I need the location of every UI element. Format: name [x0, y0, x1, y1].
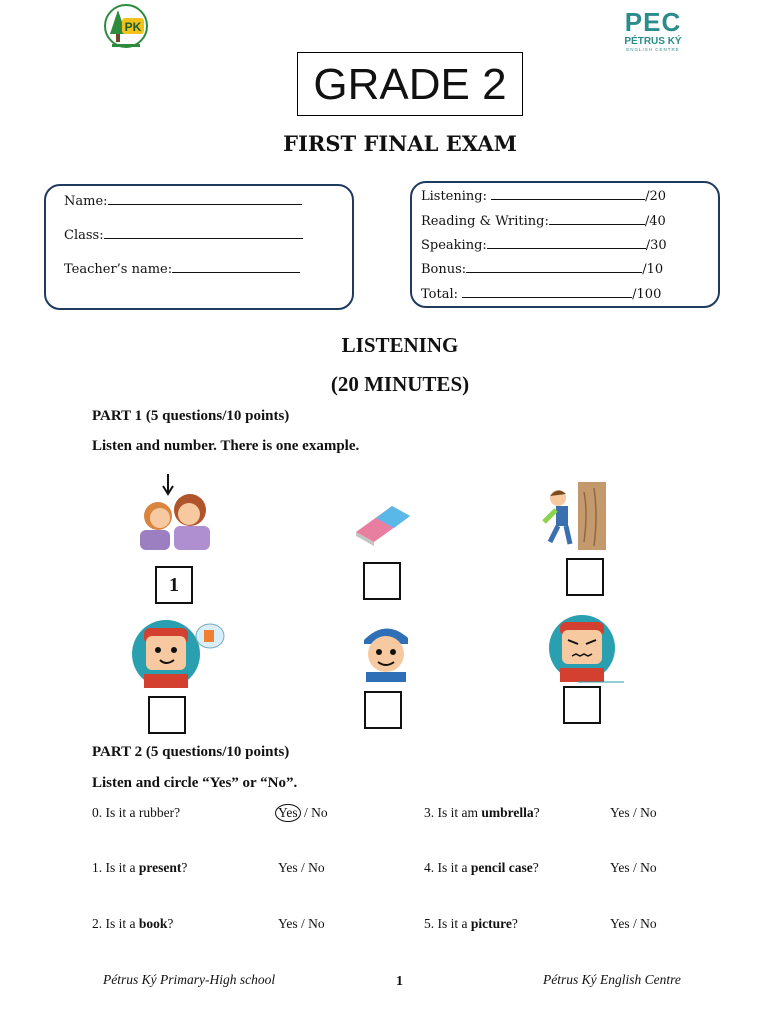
name-field[interactable]: [64, 193, 302, 209]
score-label: Bonus:: [421, 262, 467, 277]
girls-picture: [134, 470, 214, 550]
angry-boy-picture: [548, 614, 626, 684]
answer-4[interactable]: Yes / No: [610, 860, 657, 875]
score-max: /10: [642, 262, 664, 277]
number-box-2[interactable]: [363, 562, 401, 600]
listening-title: LISTENING: [341, 333, 459, 357]
pec-brand: PEC: [624, 7, 682, 37]
number-box-4[interactable]: [148, 696, 186, 734]
score-speaking[interactable]: [421, 237, 667, 253]
page-number: 1: [396, 974, 403, 989]
teacher-label: Teacher’s name:: [64, 262, 173, 277]
answer-5[interactable]: Yes / No: [610, 916, 657, 931]
pec-name: PÉTRUS KÝ: [624, 36, 682, 47]
number-box-6[interactable]: [563, 686, 601, 724]
thinking-boy-picture: [130, 618, 226, 690]
number-box-example: 1: [155, 566, 193, 604]
answer-0[interactable]: Yes / No: [278, 804, 328, 822]
score-box: [410, 181, 720, 308]
score-reading-writing[interactable]: [421, 213, 666, 229]
score-bonus[interactable]: [421, 261, 663, 277]
score-label: Reading & Writing:: [421, 214, 549, 229]
question-5: 5. Is it a picture?: [424, 916, 518, 931]
score-label: Listening:: [421, 189, 487, 204]
score-listening[interactable]: [421, 188, 666, 204]
question-1: 1. Is it a present?: [92, 860, 188, 875]
boy-cap-picture: [358, 620, 414, 682]
part2-heading: PART 2 (5 questions/10 points): [92, 744, 290, 760]
score-label: Total:: [421, 287, 459, 302]
score-total[interactable]: [421, 286, 661, 302]
part2-instruction: Listen and circle “Yes” or “No”.: [92, 775, 298, 791]
student-info-box: [44, 184, 354, 310]
logo-left-text: PK: [124, 20, 142, 34]
number-box-5[interactable]: [364, 691, 402, 729]
rubber-picture: [352, 500, 414, 546]
score-max: /40: [644, 214, 666, 229]
question-3: 3. Is it am umbrella?: [424, 805, 540, 820]
answer-1[interactable]: Yes / No: [278, 860, 325, 875]
name-label: Name:: [64, 194, 108, 209]
teacher-field[interactable]: [64, 261, 300, 277]
tree-logo-icon: [102, 4, 150, 52]
climbing-boy-picture: [540, 482, 608, 550]
part1-instruction: Listen and number. There is one example.: [92, 438, 360, 454]
footer-left: Pétrus Ký Primary-High school: [103, 972, 276, 987]
answer-3[interactable]: Yes / No: [610, 805, 657, 820]
score-max: /20: [645, 189, 667, 204]
grade-title: GRADE 2: [297, 52, 523, 116]
question-2: 2. Is it a book?: [92, 916, 174, 931]
class-label: Class:: [64, 228, 104, 243]
number-box-3[interactable]: [566, 558, 604, 596]
circled-yes[interactable]: Yes: [275, 804, 301, 822]
score-max: /100: [632, 287, 662, 302]
score-max: /30: [645, 238, 667, 253]
class-field[interactable]: [64, 227, 303, 243]
part1-heading: PART 1 (5 questions/10 points): [92, 408, 290, 424]
listening-duration: (20 MINUTES): [330, 372, 470, 396]
pec-sub: ENGLISH CENTRE: [626, 47, 680, 52]
score-label: Speaking:: [421, 238, 487, 253]
school-logo: [102, 4, 150, 52]
pec-logo: [614, 8, 692, 58]
answer-2[interactable]: Yes / No: [278, 916, 325, 931]
question-4: 4. Is it a pencil case?: [424, 860, 539, 875]
question-0: 0. Is it a rubber?: [92, 805, 181, 820]
footer-right: Pétrus Ký English Centre: [543, 972, 681, 987]
exam-title: FIRST FINAL EXAM: [283, 131, 517, 156]
